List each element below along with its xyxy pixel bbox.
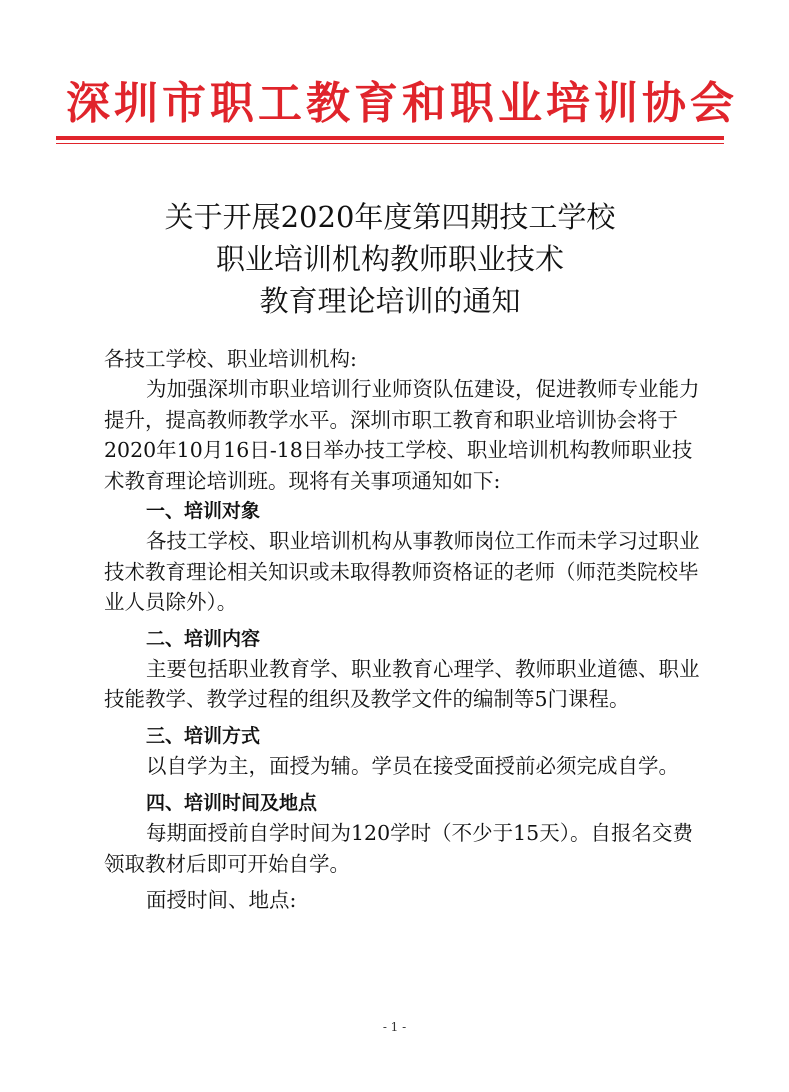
section-1-text: 各技工学校、职业培训机构从事教师岗位工作而未学习过职业技术教育理论相关知识或未取得教师资格证的老师（师范类院校毕业人员除外）。	[104, 529, 700, 615]
notice-title	[60, 196, 720, 322]
section-4-heading: 四、培训时间及地点	[146, 791, 318, 814]
section-4-text: 每期面授前自学时间为120学时（不少于15天）。自报名交费领取教材后即可开始自学。	[104, 821, 693, 876]
notice-body	[104, 344, 704, 915]
section-2-heading: 二、培训内容	[146, 627, 261, 650]
letterhead-red-thin-rule	[56, 143, 724, 144]
salutation: 各技工学校、职业培训机构:	[104, 347, 357, 371]
title-line-3: 教育理论培训的通知	[259, 284, 521, 318]
section-2-text: 主要包括职业教育学、职业教育心理学、教师职业道德、职业技能教学、教学过程的组织及教学文件的编制等5门课程。	[104, 657, 700, 712]
section-1-heading: 一、培训对象	[146, 500, 261, 523]
title-line-1: 关于开展2020年度第四期技工学校	[164, 200, 616, 234]
section-3-heading: 三、培训方式	[146, 724, 261, 747]
page-number: - 1 -	[382, 1020, 407, 1034]
intro-paragraph: 为加强深圳市职业培训行业师资队伍建设，促进教师专业能力提升，提高教师教学水平。深圳市职工教育和职业培训协会将于2020年10月16日-18日举办技工学校、职业培训机构教师职业技术教育理论培训班。现将有关事项通知如下:	[104, 377, 700, 493]
section-3-text: 以自学为主，面授为辅。学员在接受面授前必须完成自学。	[146, 754, 679, 779]
letterhead-red-rule	[56, 136, 724, 140]
title-line-2: 职业培训机构教师职业技术	[215, 242, 564, 276]
section-4-subheading: 面授时间、地点:	[146, 887, 297, 912]
letterhead-org-name: 深圳市职工教育和职业培训协会	[66, 78, 738, 129]
